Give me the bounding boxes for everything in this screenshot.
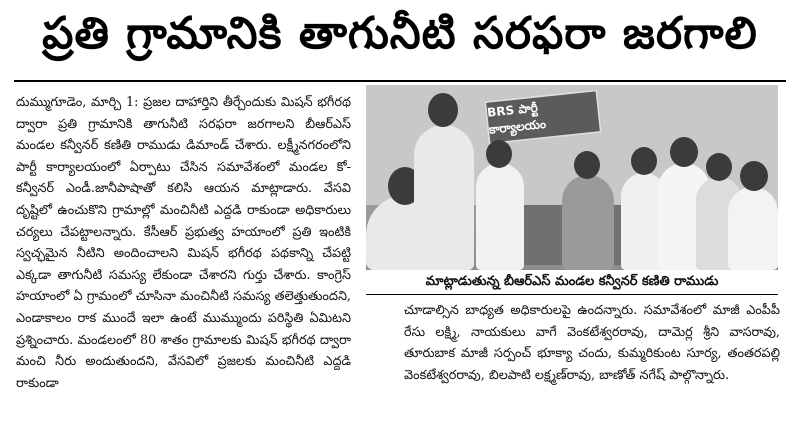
article-right-column [404,300,780,386]
person-figure [414,125,474,270]
person-figure [476,163,524,270]
article-paragraph: చూడాల్సిన బాధ్యత అధికారులపై ఉందన్నారు. సమావేశంలో మాజీ ఎంపీపీ రేసు లక్ష్మి, నాయకులు వాగే వెంకటేశ్వరరావు, దామెర్ల శ్రీని వాసరావు, తూరుబాక మాజీ సర్పంచ్ భూక్యా చందు, కుమ్మరికుంట సూర్య, తంతరపల్లి వెంకటేశ్వరరావు, బిలపాటి లక్ష్మణ్‌రావు, బాణోత్ నగేష్ పాల్గొన్నారు. [404,303,780,383]
person-head [428,93,458,127]
person-head [631,147,657,175]
headline: ప్రతి గ్రామానికి తాగునీటి సరఫరా జరగాలి [42,8,758,59]
photo-banner: BRS పార్టీ కార్యాలయం [484,89,602,145]
photo-caption: మాట్లాడుతున్న బీఆర్ఎస్ మండల కన్వీనర్ కణితి రాముడు [366,272,778,295]
person-head [670,137,698,167]
news-photo [366,85,778,270]
headline-rule [14,80,786,82]
person-figure [728,187,778,270]
person-head [740,161,768,191]
person-head [486,140,512,168]
person-head [574,151,600,179]
person-figure [562,175,614,270]
person-head [706,153,732,181]
article-left-column [16,92,351,394]
article-paragraph: దుమ్ముగూడెం, మార్చి 1: ప్రజల దాహార్తిని తీర్చేందుకు మిషన్ భగీరథ ద్వారా ప్రతి గ్రామానికి తాగునీటి సరఫరా జరగాలని బీఆర్ఎస్ మండల కన్వీనర్ కణితి రాముడు డిమాండ్ చేశారు. లక్ష్మీనగరంలోని పార్టీ కార్యాలయంలో ఏర్పాటు చేసిన సమావేశంలో మండల కో-కన్వీనర్ ఎండీ.జానీపాషాతో కలిసి ఆయన మాట్లాడారు. వేసవి దృష్టిలో ఉంచుకొని గ్రామాల్లో మంచినీటి ఎద్దడి రాకుండా అధికారులు చర్యలు చేపట్టాలన్నారు. కేసీఆర్ ప్రభుత్వ హయాంలో ప్రతి ఇంటికి స్వచ్ఛమైన నీటిని అందించాలని మిషన్ భగీరథ పథకాన్ని చేపట్టి ఎక్కడా తాగునీటి సమస్య లేకుండా చేశారని గుర్తు చేశారు. కాంగ్రెస్ హయాంలో ఏ గ్రామంలో చూసినా మంచినీటి సమస్య తలెత్తుతుందని, ఎండాకాలం రాక ముందే ఇలా ఉంటే ముమ్ముందు పరిస్థితి ఏమిటని ప్రశ్నించారు. మండలంలో 80 శాతం గ్రామాలకు మిషన్ భగీరథ ద్వారా మంచి నీరు అందుతుందని, వేసవిలో ప్రజలకు మంచినీటి ఎద్దడి రాకుండా [16,95,351,391]
